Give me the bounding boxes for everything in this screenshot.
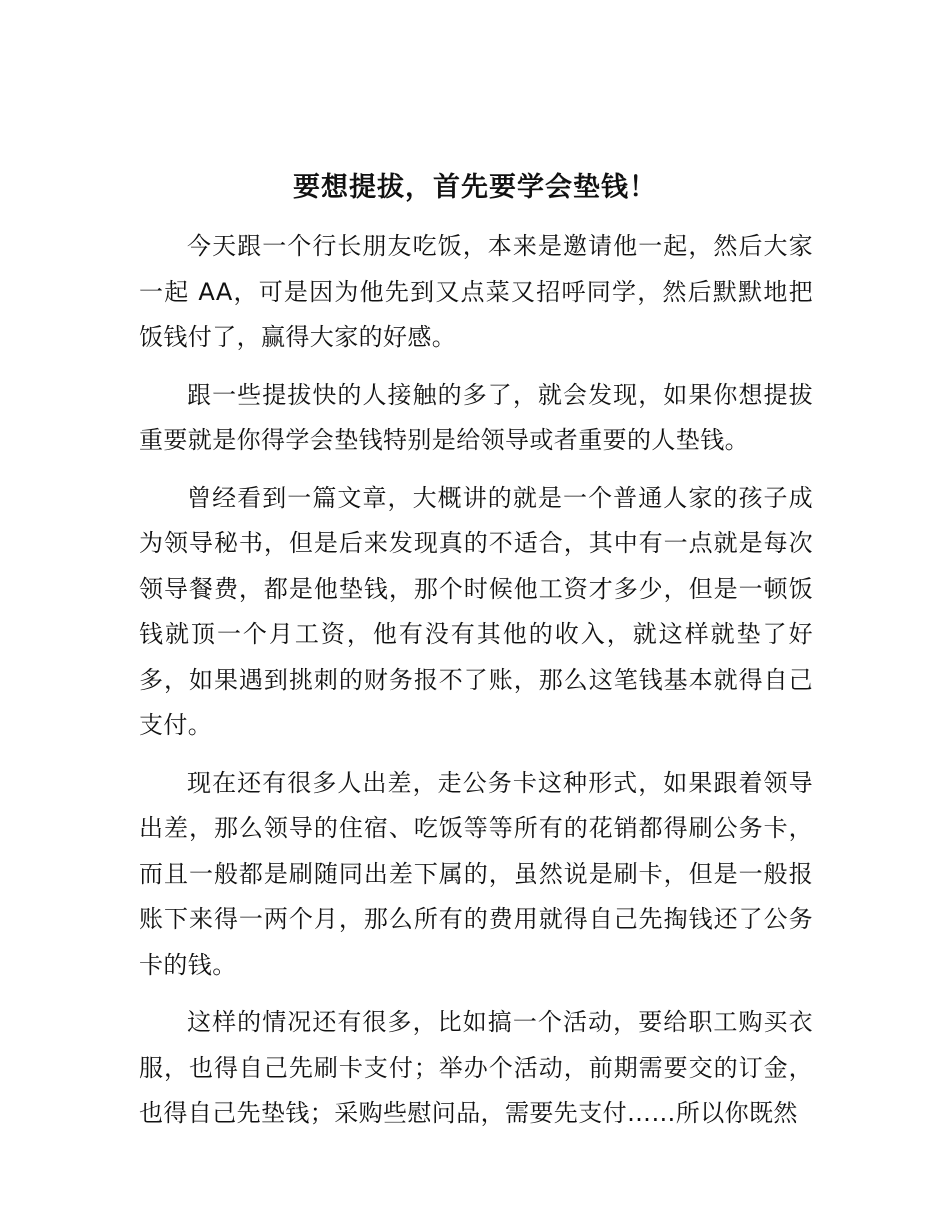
- document-title: 要想提拔，首先要学会垫钱！: [293, 172, 657, 203]
- paragraph-2: 跟一些提拔快的人接触的多了，就会发现，如果你想提拔重要就是你得学会垫钱特别是给领导或者重要的人垫钱。: [139, 380, 813, 454]
- document-body: [139, 224, 813, 1149]
- paragraph-4: 现在还有很多人出差，走公务卡这种形式，如果跟着领导出差，那么领导的住宿、吃饭等等所有的花销都得刷公务卡，而且一般都是刷随同出差下属的，虽然说是刷卡，但是一般报账下来得一两个月，那么所有的费用就得自己先掏钱还了公务卡的钱。: [139, 768, 813, 979]
- paragraph-5: 这样的情况还有很多，比如搞一个活动，要给职工购买衣服，也得自己先刷卡支付；举办个活动，前期需要交的订金，也得自己先垫钱；采购些慰问品，需要先支付……所以你既然: [139, 1008, 813, 1127]
- paragraph-1: 今天跟一个行长朋友吃饭，本来是邀请他一起，然后大家一起 AA，可是因为他先到又点菜又招呼同学，然后默默地把饭钱付了，赢得大家的好感。: [139, 232, 813, 351]
- paragraph-3: 曾经看到一篇文章，大概讲的就是一个普通人家的孩子成为领导秘书，但是后来发现真的不适合，其中有一点就是每次领导餐费，都是他垫钱，那个时候他工资才多少，但是一顿饭钱就顶一个月工资，他有没有其他的收入，就这样就垫了好多，如果遇到挑刺的财务报不了账，那么这笔钱基本就得自己支付。: [139, 483, 813, 739]
